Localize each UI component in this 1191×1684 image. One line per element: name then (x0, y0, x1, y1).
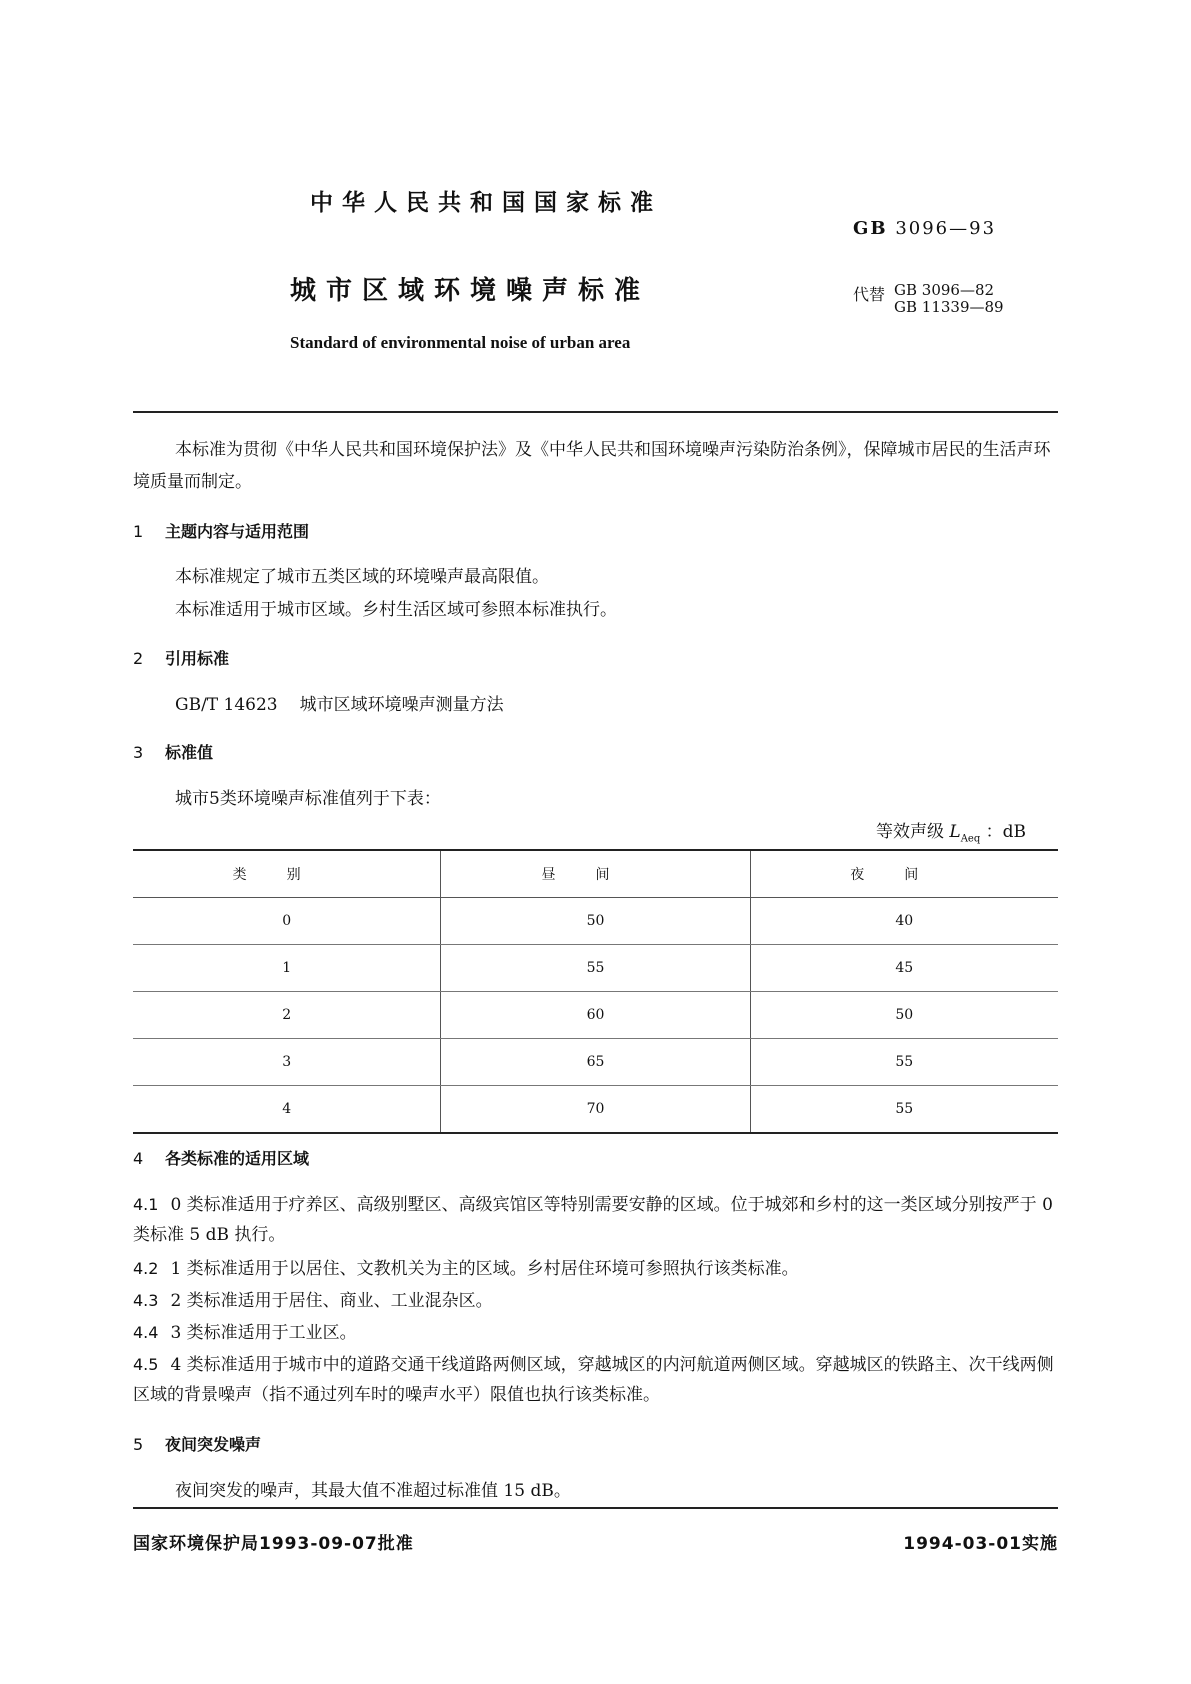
referenced-standard-code: GB/T 14623 (175, 695, 278, 715)
nighttime-cell: 55 (750, 1086, 1058, 1134)
table-row (133, 992, 1058, 1039)
referenced-standard-title: 城市区域环境噪声测量方法 (299, 695, 504, 715)
section-number: 3 (133, 743, 144, 762)
replaced-standard-1: GB 3096—82 (894, 281, 995, 299)
column-header-nighttime: 夜间 (750, 850, 1058, 898)
standard-code-prefix: GB (853, 218, 888, 239)
category-cell: 3 (133, 1039, 441, 1086)
table-row (133, 1086, 1058, 1134)
header-divider (133, 411, 1058, 413)
document-title-english: Standard of environmental noise of urban area (290, 333, 631, 352)
clause-4-3 (133, 1286, 1058, 1316)
category-cell: 0 (133, 898, 441, 945)
clause-4-4 (133, 1318, 1058, 1348)
section-1-para-1: 本标准规定了城市五类区域的环境噪声最高限值。 (175, 567, 549, 587)
clause-number: 4.1 (133, 1195, 159, 1214)
category-cell: 1 (133, 945, 441, 992)
section-1-heading (133, 519, 309, 542)
section-4-heading (133, 1146, 309, 1169)
table-row (133, 898, 1058, 945)
category-cell: 2 (133, 992, 441, 1039)
section-number: 4 (133, 1149, 144, 1168)
section-title: 引用标准 (165, 649, 230, 668)
issuing-body: 中华人民共和国国家标准 (310, 190, 662, 216)
clause-4-1 (133, 1190, 1058, 1250)
effective-date-line: 1994-03-01实施 (903, 1534, 1058, 1554)
nighttime-cell: 45 (750, 945, 1058, 992)
section-number: 5 (133, 1435, 144, 1454)
nighttime-cell: 55 (750, 1039, 1058, 1086)
referenced-standard (175, 690, 504, 715)
document-title: 城市区域环境噪声标准 (290, 276, 651, 306)
clause-text: 2 类标准适用于居住、商业、工业混杂区。 (170, 1291, 493, 1311)
section-number: 1 (133, 522, 144, 541)
replaces-label: 代替 (853, 285, 886, 304)
unit-suffix: ：dB (985, 822, 1027, 842)
section-5-heading (133, 1432, 261, 1455)
intro-paragraph: 本标准为贯彻《中华人民共和国环境保护法》及《中华人民共和国环境噪声污染防治条例》，保障城市居民的生活声环境质量而制定。 (133, 440, 1051, 492)
replaced-standard-2: GB 11339—89 (894, 298, 1004, 316)
daytime-cell: 60 (441, 992, 750, 1039)
clause-text: 3 类标准适用于工业区。 (170, 1323, 357, 1343)
daytime-cell: 70 (441, 1086, 750, 1134)
nighttime-cell: 50 (750, 992, 1058, 1039)
footer-divider (133, 1507, 1058, 1509)
clause-number: 4.4 (133, 1323, 159, 1342)
table-unit (876, 817, 1026, 844)
clause-4-5 (133, 1350, 1058, 1410)
section-2-heading (133, 646, 229, 669)
replaced-standards (894, 282, 1004, 316)
clause-4-2 (133, 1254, 1058, 1284)
nighttime-cell: 40 (750, 898, 1058, 945)
clause-text: 0 类标准适用于疗养区、高级别墅区、高级宾馆区等特别需要安静的区域。位于城郊和乡村的这一类区域分别按严于 0 类标准 5 dB 执行。 (133, 1195, 1053, 1245)
category-cell: 4 (133, 1086, 441, 1134)
unit-symbol: L (949, 822, 961, 842)
clause-number: 4.5 (133, 1355, 159, 1374)
section-3-heading (133, 740, 213, 763)
clause-number: 4.2 (133, 1259, 159, 1278)
standard-code (853, 218, 996, 239)
unit-prefix: 等效声级 (876, 822, 944, 842)
section-title: 主题内容与适用范围 (165, 522, 310, 541)
section-5-para-1: 夜间突发的噪声，其最大值不准超过标准值 15 dB。 (175, 1481, 571, 1501)
section-title: 各类标准的适用区域 (165, 1149, 310, 1168)
daytime-cell: 65 (441, 1039, 750, 1086)
approval-line: 国家环境保护局1993-09-07批准 (133, 1534, 414, 1554)
daytime-cell: 55 (441, 945, 750, 992)
section-number: 2 (133, 649, 144, 668)
clause-number: 4.3 (133, 1291, 159, 1310)
clause-text: 1 类标准适用于以居住、文教机关为主的区域。乡村居住环境可参照执行该类标准。 (170, 1259, 799, 1279)
section-3-para-1: 城市5类环境噪声标准值列于下表： (175, 789, 441, 809)
column-header-daytime: 昼间 (441, 850, 750, 898)
column-header-category: 类别 (133, 850, 441, 898)
section-title: 夜间突发噪声 (165, 1435, 262, 1454)
table-row (133, 1039, 1058, 1086)
table-row (133, 945, 1058, 992)
section-title: 标准值 (165, 743, 214, 762)
section-1-para-2: 本标准适用于城市区域。乡村生活区域可参照本标准执行。 (175, 600, 617, 620)
daytime-cell: 50 (441, 898, 750, 945)
noise-standard-table (133, 849, 1058, 1134)
unit-subscript: Aeq (960, 833, 981, 845)
standard-code-number: 3096—93 (895, 218, 997, 239)
clause-text: 4 类标准适用于城市中的道路交通干线道路两侧区域，穿越城区的内河航道两侧区域。穿越城区的铁路主、次干线两侧区域的背景噪声（指不通过列车时的噪声水平）限值也执行该类标准。 (133, 1355, 1054, 1405)
table-header-row (133, 850, 1058, 898)
